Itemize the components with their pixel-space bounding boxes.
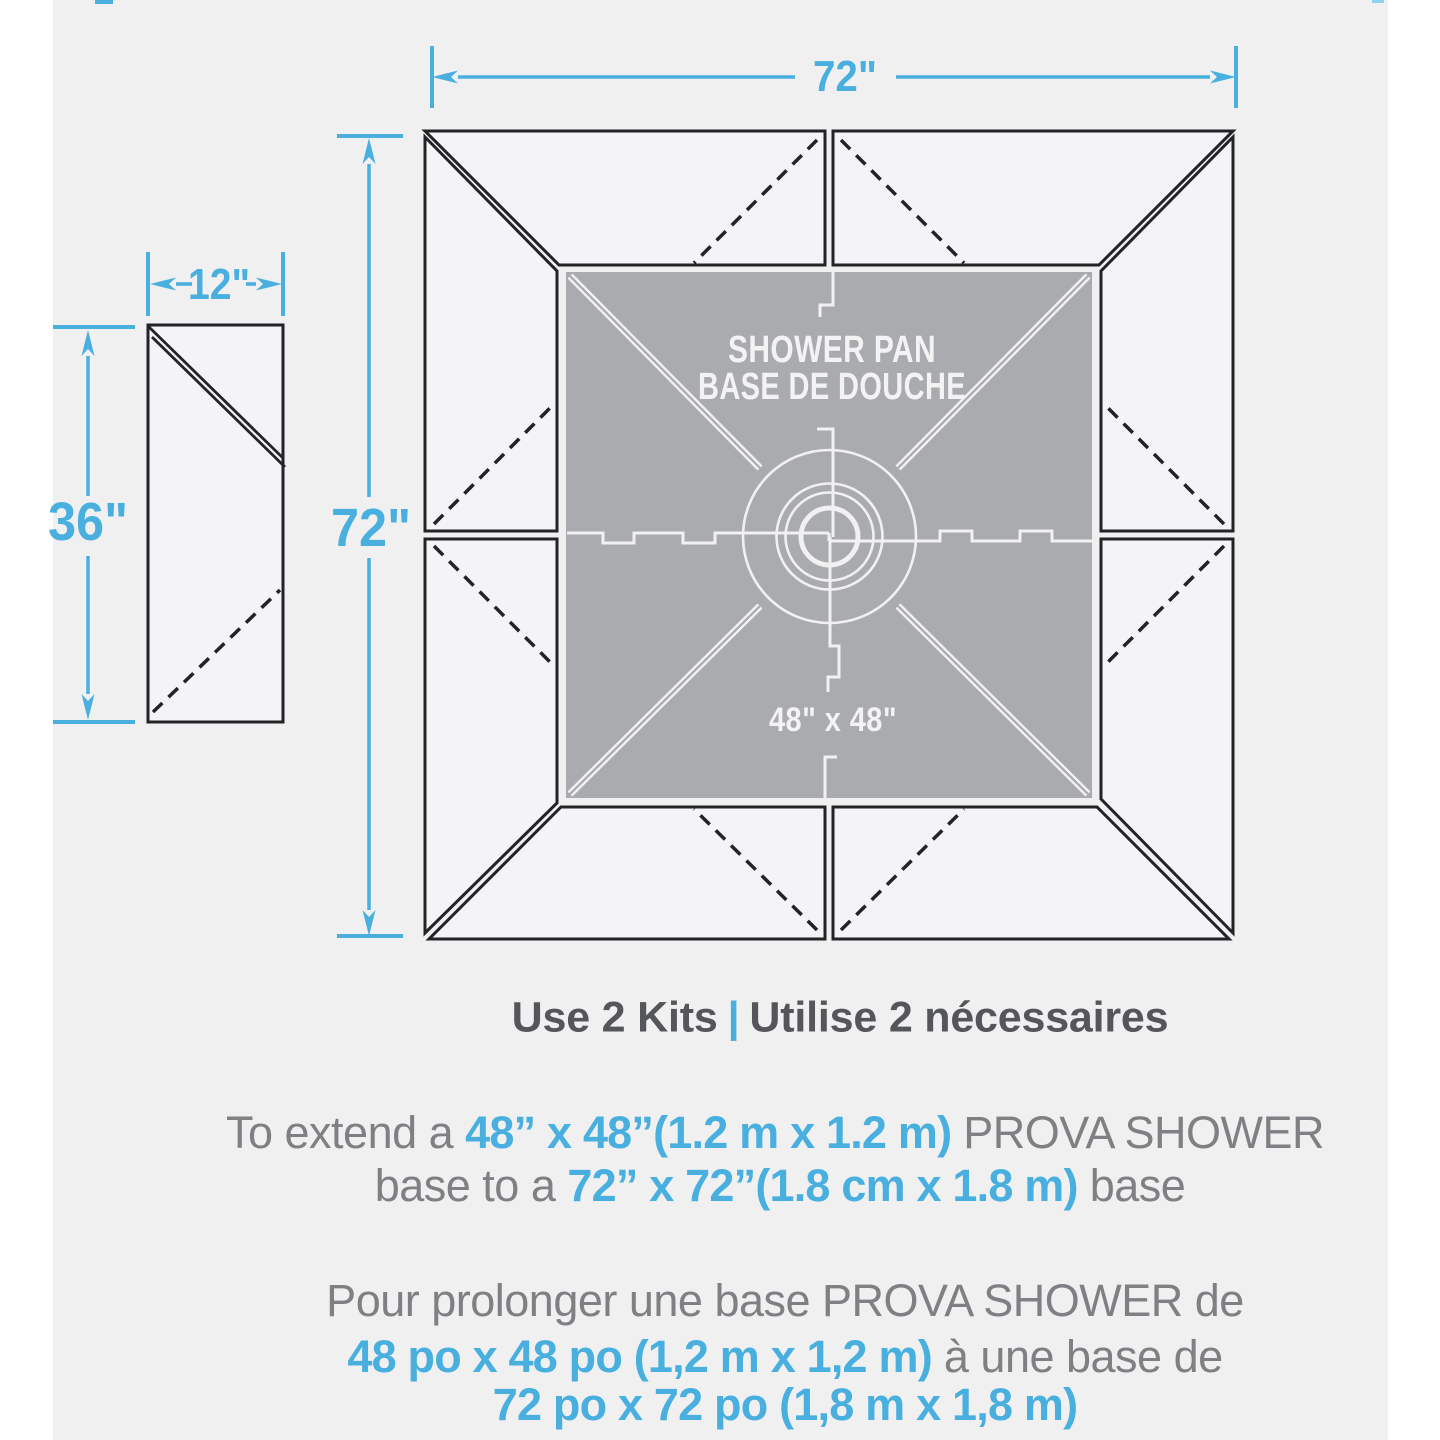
dimension-strip-width	[148, 252, 283, 316]
instruction-en-line2	[375, 1160, 1186, 1212]
fr-line2-text: à une base de	[931, 1331, 1223, 1382]
fr-line2-measurement: 48 po x 48 po (1,2 m x 1,2 m)	[347, 1331, 932, 1382]
caption-separator: |	[727, 993, 740, 1042]
en-line2-text2: base	[1077, 1160, 1186, 1211]
shower-pan	[566, 272, 1092, 798]
pan-size-label: 48" x 48"	[769, 701, 897, 739]
en-line1-text: To extend a	[226, 1107, 466, 1158]
cropped-edge-artifact	[1372, 0, 1384, 3]
en-line1-text2: PROVA SHOWER	[951, 1107, 1324, 1158]
kit-strip-piece	[148, 325, 285, 722]
instruction-fr-line2	[347, 1331, 1222, 1383]
left-height-label: 72"	[331, 498, 411, 558]
en-line1-measurement: 48” x 48”(1.2 m x 1.2 m)	[465, 1107, 952, 1158]
instruction-fr-line1	[326, 1275, 1244, 1327]
top-width-label: 72"	[813, 52, 877, 101]
cropped-edge-artifact	[95, 0, 113, 4]
fr-line3-measurement: 72 po x 72 po (1,8 m x 1,8 m)	[492, 1379, 1078, 1430]
fr-line1-text: Pour prolonger une base PROVA SHOWER de	[326, 1275, 1244, 1326]
kits-caption-en: Use 2 Kits	[511, 993, 718, 1042]
dimension-strip-height	[48, 327, 135, 722]
strip-width-label: 12"	[188, 260, 250, 309]
dimension-top-width	[432, 46, 1236, 108]
kits-caption	[512, 994, 1169, 1043]
strip-height-label: 36"	[48, 492, 128, 552]
dimension-left-height	[331, 136, 411, 936]
kits-caption-fr: Utilise 2 nécessaires	[749, 993, 1169, 1042]
strip-outline	[148, 325, 283, 722]
pan-title-line1: SHOWER PAN	[728, 329, 936, 371]
pan-title-line2: BASE DE DOUCHE	[698, 366, 966, 408]
en-line2-text: base to a	[374, 1160, 568, 1211]
instruction-fr-line3	[493, 1379, 1078, 1431]
instruction-en-line1	[226, 1107, 1324, 1159]
en-line2-measurement: 72” x 72”(1.8 cm x 1.8 m)	[567, 1160, 1078, 1211]
